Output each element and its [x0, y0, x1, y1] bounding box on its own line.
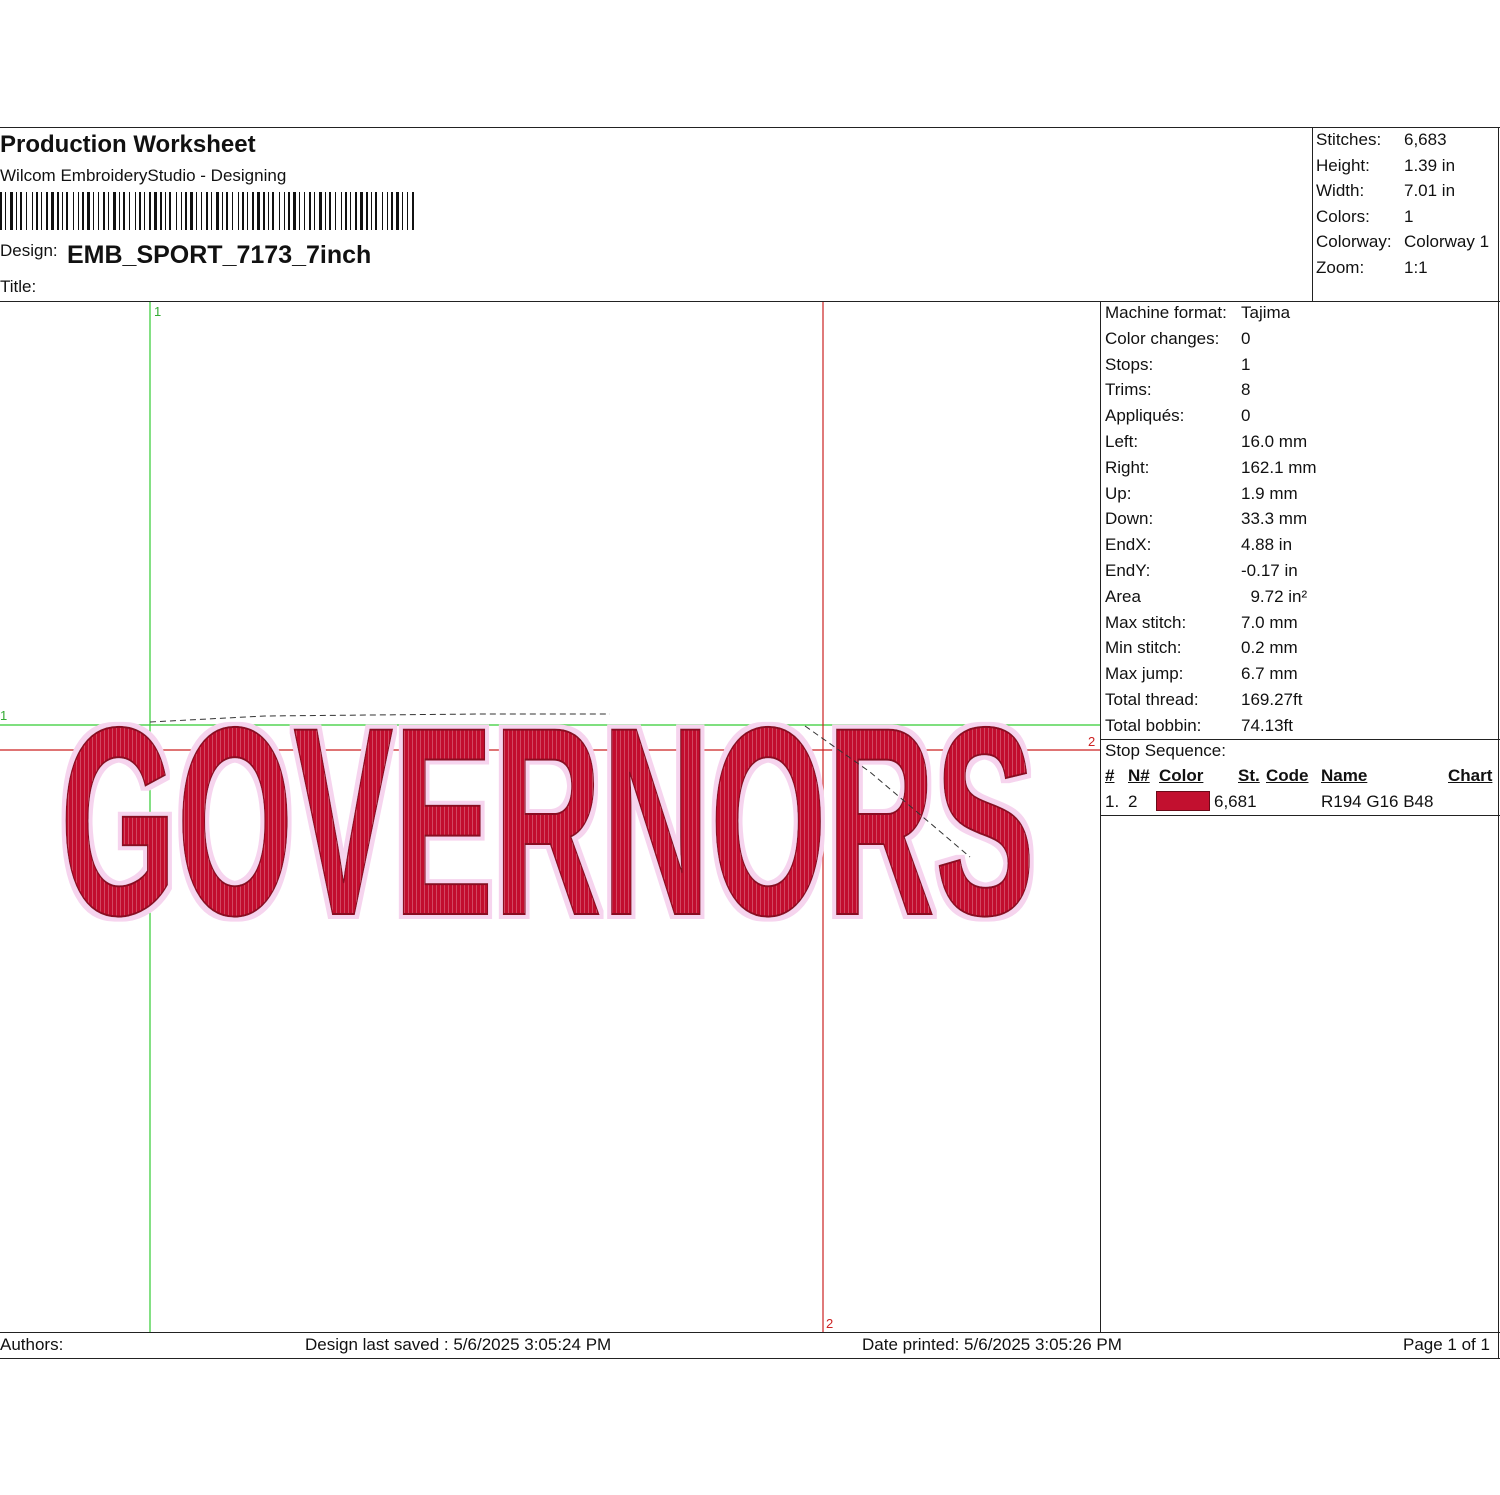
- barcode-bar: [78, 192, 79, 230]
- detail-stat-label: Trims:: [1105, 380, 1152, 400]
- barcode-bar: [279, 192, 280, 230]
- detail-stat-label: Color changes:: [1105, 328, 1220, 348]
- red-marker-right: 2: [1088, 734, 1096, 749]
- color-swatch: [1156, 791, 1210, 811]
- frame-footer-top: [0, 1332, 1500, 1333]
- barcode-bar: [314, 192, 315, 230]
- barcode-bar: [309, 192, 311, 230]
- barcode-bar: [252, 192, 254, 230]
- barcode-bar: [93, 192, 94, 230]
- detail-stat-label: Max jump:: [1105, 664, 1184, 684]
- barcode-bar: [360, 192, 363, 230]
- worksheet-title: Production Worksheet: [0, 131, 256, 158]
- frame-bottom: [0, 1358, 1500, 1359]
- green-marker-left: 1: [0, 708, 8, 723]
- barcode-bar: [242, 192, 244, 230]
- detail-stat-label: Total thread:: [1105, 690, 1199, 709]
- detail-stat-value: 0: [1241, 406, 1251, 426]
- frame-right: [1498, 127, 1499, 1359]
- row-num: 1.: [1105, 792, 1120, 811]
- barcode-bar: [154, 192, 157, 230]
- barcode-bar: [371, 192, 372, 230]
- detail-stat-label: Down:: [1105, 509, 1154, 529]
- row-name: R194 G16 B48: [1321, 792, 1434, 811]
- barcode-bar: [293, 192, 296, 230]
- detail-stat-value: 162.1 mm: [1241, 457, 1317, 477]
- barcode-bar: [402, 192, 403, 230]
- frame-top: [0, 127, 1500, 128]
- design-name: EMB_SPORT_7173_7inch: [67, 241, 372, 269]
- detail-stat-value: -0.17 in: [1241, 561, 1298, 580]
- detail-stat-value: 4.88 in: [1241, 535, 1293, 555]
- barcode-bar: [16, 192, 17, 230]
- detail-stat-label: Right:: [1105, 457, 1150, 477]
- barcode-bar: [123, 192, 125, 230]
- barcode-bar: [108, 192, 109, 230]
- barcode-bar: [0, 192, 2, 230]
- barcode-bar: [149, 192, 151, 230]
- row-stitches: 6,681: [1214, 792, 1257, 811]
- green-marker-top: 1: [154, 304, 162, 319]
- barcode-bar: [82, 192, 84, 230]
- barcode-bar: [144, 192, 145, 230]
- footer-saved: Design last saved : 5/6/2025 3:05:24 PM: [305, 1335, 612, 1354]
- barcode-bar: [36, 192, 38, 230]
- footer-page: Page 1 of 1: [1403, 1335, 1490, 1354]
- summary-stat-value: 6,683: [1404, 130, 1447, 149]
- barcode-bar: [329, 192, 331, 230]
- design-canvas: [0, 302, 1100, 1332]
- barcode-bar: [32, 192, 33, 230]
- barcode-bar: [350, 192, 351, 230]
- detail-stat-value: Tajima: [1241, 303, 1291, 322]
- detail-stat-value: 0.2 mm: [1241, 638, 1298, 658]
- stop-seq-top: [1100, 739, 1500, 740]
- col-header-code: Code: [1266, 766, 1309, 785]
- barcode-bar: [238, 192, 239, 230]
- detail-stat-value: 1: [1241, 354, 1251, 374]
- barcode-bar: [206, 192, 208, 230]
- summary-stat-value: 1:1: [1404, 258, 1428, 277]
- barcode-bar: [232, 192, 233, 230]
- summary-stat-label: Stitches:: [1316, 130, 1382, 149]
- barcode-bar: [284, 192, 285, 230]
- detail-stat-label: Up:: [1105, 483, 1132, 503]
- detail-stat-label: Area: [1105, 586, 1141, 606]
- summary-stat-value: 1: [1404, 206, 1414, 226]
- barcode-bar: [57, 192, 59, 230]
- barcode-bar: [165, 192, 166, 230]
- barcode-bar: [98, 192, 99, 230]
- stop-sequence-label: Stop Sequence:: [1105, 741, 1226, 760]
- barcode-bar: [41, 192, 42, 230]
- barcode-bar: [129, 192, 130, 230]
- title-label: Title:: [0, 277, 37, 296]
- detail-stat-value: 0: [1241, 328, 1251, 348]
- barcode-bar: [299, 192, 300, 230]
- barcode-bar: [51, 192, 54, 230]
- barcode-bar: [196, 192, 197, 230]
- barcode-bar: [62, 192, 63, 230]
- col-header-st: St.: [1238, 766, 1260, 785]
- barcode-bar: [391, 192, 393, 230]
- barcode-bar: [355, 192, 357, 230]
- barcode-bar: [382, 192, 383, 230]
- barcode-bar: [396, 192, 399, 230]
- barcode-bar: [341, 192, 342, 230]
- detail-stat-label: Stops:: [1105, 354, 1154, 374]
- barcode-bar: [247, 192, 248, 230]
- barcode-bar: [211, 192, 212, 230]
- barcode-bar: [272, 192, 274, 230]
- col-header-name: Name: [1321, 766, 1368, 785]
- barcode-bar: [185, 192, 187, 230]
- detail-stat-label: Max stitch:: [1105, 612, 1187, 632]
- barcode-bar: [160, 192, 162, 230]
- barcode-bar: [319, 192, 322, 230]
- barcode-bar: [288, 192, 290, 230]
- barcode-bar: [263, 192, 265, 230]
- barcode-bar: [201, 192, 202, 230]
- row-n: 2: [1128, 792, 1138, 811]
- summary-stat-value: Colorway 1: [1404, 232, 1490, 252]
- barcode-bar: [66, 192, 68, 230]
- barcode-bar: [113, 192, 116, 230]
- barcode-bar: [169, 192, 171, 230]
- detail-stat-value: 9.72 in²: [1241, 586, 1308, 606]
- detail-stat-label: EndX:: [1105, 535, 1152, 555]
- detail-stat-label: Appliqués:: [1105, 406, 1185, 426]
- detail-stat-value: 1.9 mm: [1241, 483, 1298, 503]
- barcode-bar: [103, 192, 105, 230]
- detail-stat-value: 6.7 mm: [1241, 664, 1298, 684]
- summary-stat-label: Zoom:: [1316, 258, 1365, 277]
- barcode-bar: [407, 192, 408, 230]
- detail-stat-value: 33.3 mm: [1241, 509, 1308, 529]
- detail-stat-value: 7.0 mm: [1241, 612, 1298, 632]
- col-header-chart: Chart: [1448, 766, 1493, 785]
- barcode-bar: [135, 192, 136, 230]
- detail-stat-value: 16.0 mm: [1241, 432, 1308, 451]
- barcode-bar: [139, 192, 141, 230]
- footer-authors: Authors:: [0, 1335, 64, 1354]
- summary-stat-label: Colors:: [1316, 206, 1370, 226]
- detail-stat-label: EndY:: [1105, 561, 1151, 580]
- barcode-bar: [304, 192, 305, 230]
- detail-stat-label: Total bobbin:: [1105, 715, 1202, 735]
- design-text: GOVERNORS: [60, 671, 1035, 971]
- detail-stat-value: 74.13ft: [1241, 715, 1293, 735]
- barcode-bar: [176, 192, 177, 230]
- barcode-bar: [181, 192, 182, 230]
- footer-printed: Date printed: 5/6/2025 3:05:26 PM: [862, 1335, 1122, 1354]
- barcode-bar: [5, 192, 6, 230]
- barcode-bar: [387, 192, 388, 230]
- barcode-bar: [412, 192, 414, 230]
- barcode-bar: [73, 192, 74, 230]
- barcode-bar: [226, 192, 228, 230]
- barcode-bar: [268, 192, 269, 230]
- barcode-bar: [119, 192, 120, 230]
- barcode-bar: [335, 192, 336, 230]
- worksheet-subtitle: Wilcom EmbroideryStudio - Designing: [0, 166, 287, 185]
- barcode-bar: [190, 192, 193, 230]
- summary-divider: [1312, 127, 1313, 302]
- col-header-num: #: [1105, 766, 1115, 785]
- barcode-bar: [325, 192, 326, 230]
- summary-stat-value: 1.39 in: [1404, 155, 1456, 175]
- detail-stat-label: Min stitch:: [1105, 638, 1182, 658]
- summary-stat-label: Colorway:: [1316, 232, 1392, 252]
- summary-stat-label: Width:: [1316, 181, 1365, 201]
- barcode-bar: [87, 192, 90, 230]
- barcode-bar: [222, 192, 223, 230]
- barcode-bar: [216, 192, 219, 230]
- barcode-bar: [375, 192, 377, 230]
- detail-stat-label: Machine format:: [1105, 303, 1227, 322]
- col-header-n: N#: [1128, 766, 1150, 785]
- barcode: [0, 192, 420, 230]
- details-divider: [1100, 301, 1101, 1333]
- detail-stat-value: 169.27ft: [1241, 690, 1303, 709]
- summary-stat-value: 7.01 in: [1404, 181, 1456, 201]
- barcode-bar: [345, 192, 347, 230]
- detail-stat-label: Left:: [1105, 432, 1139, 451]
- barcode-bar: [257, 192, 260, 230]
- summary-stat-label: Height:: [1316, 155, 1370, 175]
- barcode-bar: [20, 192, 22, 230]
- detail-stat-value: 8: [1241, 380, 1251, 400]
- barcode-bar: [26, 192, 27, 230]
- col-header-color: Color: [1159, 766, 1204, 785]
- stop-seq-bottom: [1100, 815, 1500, 816]
- barcode-bar: [10, 192, 13, 230]
- barcode-bar: [46, 192, 48, 230]
- red-marker-bottom: 2: [826, 1316, 834, 1331]
- barcode-bar: [366, 192, 368, 230]
- design-label: Design:: [0, 241, 58, 260]
